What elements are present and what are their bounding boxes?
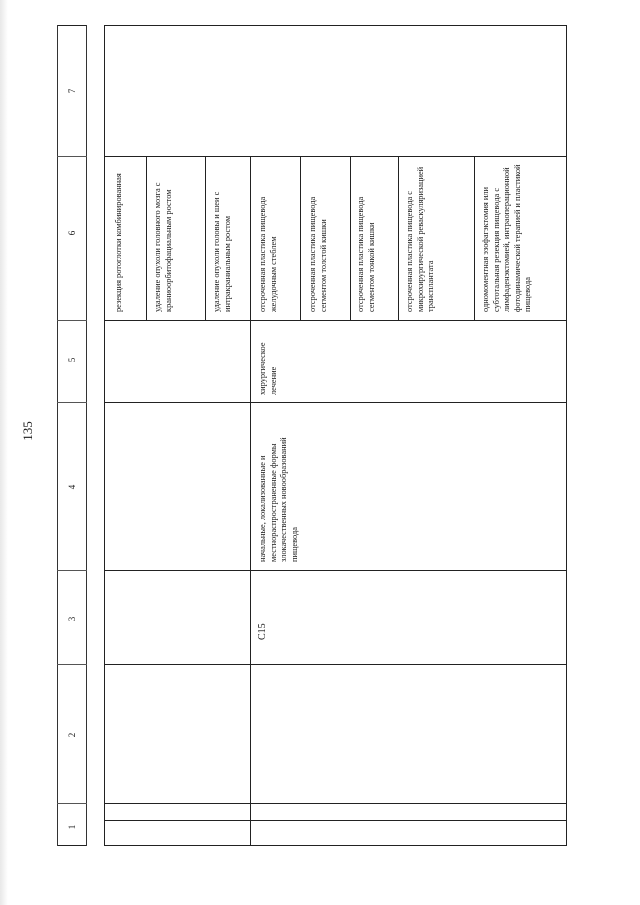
- column-header-5: 5: [67, 357, 77, 363]
- method-cell: резекция ротоглотки комбинированная: [114, 173, 123, 312]
- page-number: 135: [20, 421, 35, 441]
- method-cell: отсроченная пластика пищевода сегментом тонкой кишки: [356, 196, 376, 312]
- treatment-type-cell: хирургическое лечение: [258, 342, 278, 395]
- icd-code-cell: C15: [257, 623, 268, 640]
- column-header-2: 2: [67, 732, 77, 738]
- scan-shadow: [0, 0, 8, 905]
- column-header-3: 3: [67, 616, 77, 622]
- method-cell: отсроченная пластика пищевода желудочным стеблем: [258, 196, 278, 312]
- column-header-7: 7: [67, 88, 77, 94]
- diagnosis-cell: начальные, локализованные и местнораспространенные формы злокачественных новообразований пищевода: [258, 437, 299, 562]
- method-cell: удаление опухоли головного мозга с краниоорбитофациальным ростом: [153, 182, 173, 312]
- method-cell: отсроченная пластика пищевода с микрохирургической реваскуляризацией трансплантата: [405, 166, 435, 312]
- method-cell: одномоментная эзофагэктомия или субтотальная резекция пищевода с лимфаденэктомией, интраоперационной фотодинамической терапией и пластикой пищевода: [481, 164, 532, 312]
- method-cell: удаление опухоли головы и шеи с интракраниальным ростом: [212, 191, 232, 312]
- column-header-1: 1: [67, 824, 77, 830]
- method-cell: отсроченная пластика пищевода сегментом толстой кишки: [308, 196, 328, 312]
- column-header-4: 4: [67, 484, 77, 490]
- column-header-6: 6: [67, 230, 77, 236]
